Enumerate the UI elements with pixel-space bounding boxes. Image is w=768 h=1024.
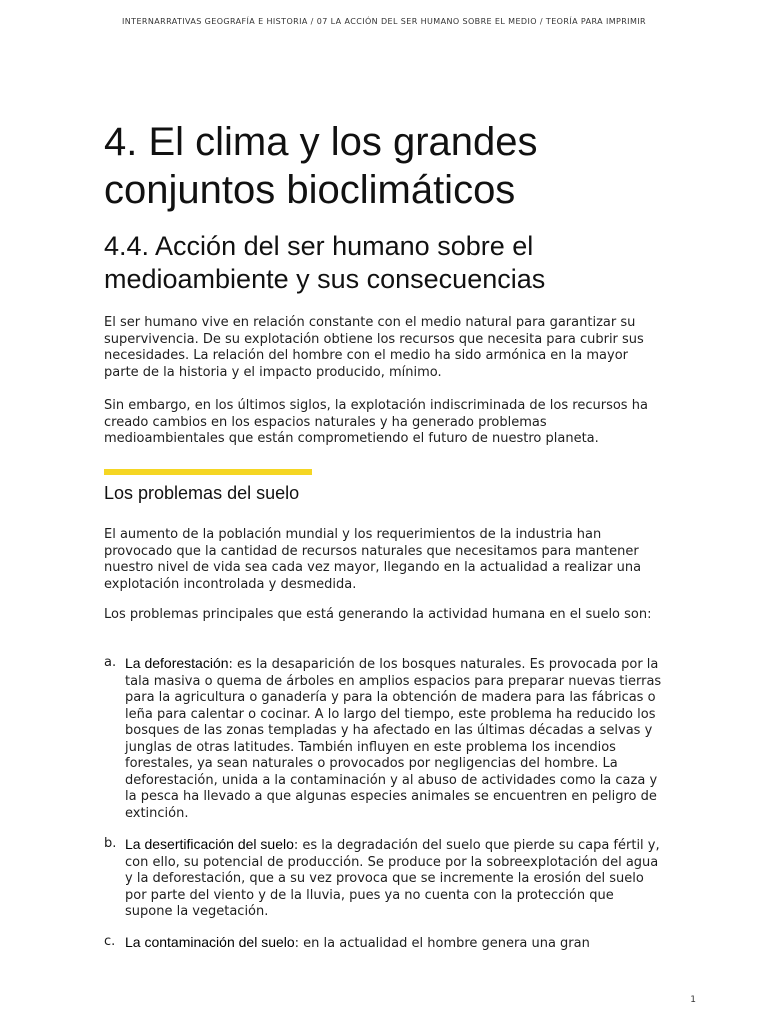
list-term: La deforestación (125, 655, 229, 671)
list-marker: c. (104, 934, 116, 949)
intro-paragraph-1: El ser humano vive en relación constante con el medio natural para garantizar su supervivencia. De su explotación obtiene los recursos que necesita para cubrir sus necesidades. La relación del hombre con el medio ha sido armónica en la mayor parte de la historia y el impacto producido, mínimo. (104, 315, 644, 380)
list-text: : es la desaparición de los bosques naturales. Es provocada por la tala masiva o quema de árboles en amplios espacios para preparar nuevas tierras para la agricultura o ganadería y para la obtención de madera para las fábricas o leña para calentar o cocinar. A lo largo del tiempo, este problema ha reducido los bosques de las zonas templadas y ha afectado en las últimas décadas a selvas y junglas de otras latitudes. También influyen en este problema los incendios forestales, ya sean naturales o provocados por negligencias del hombre. La deforestación, unida a la contaminación y al abuso de actividades como la caza y la pesca ha llevado a que algunas especies animales se encuentren en peligro de extinción. (125, 657, 662, 821)
page-subtitle: 4.4. Acción del ser humano sobre el medioambiente y sus consecuencias (104, 231, 546, 294)
section-accent-bar (104, 469, 312, 475)
intro-paragraph-2: Sin embargo, en los últimos siglos, la explotación indiscriminada de los recursos ha creado cambios en los espacios naturales y ha generado problemas medioambientales que están comprometiendo el futuro de nuestro planeta. (104, 398, 648, 446)
list-item (104, 836, 664, 921)
page-number: 1 (690, 995, 696, 1005)
section-paragraph-2: Los problemas principales que está generando la actividad humana en el suelo son: (104, 607, 652, 622)
page-title: 4. El clima y los grandes conjuntos bioclimáticos (104, 120, 538, 212)
list-term: La desertificación del suelo (125, 836, 294, 852)
list-text: : en la actualidad el hombre genera una gran (294, 936, 590, 951)
list-item (104, 934, 664, 953)
running-header: INTERNARRATIVAS GEOGRAFÍA E HISTORIA / 07 LA ACCIÓN DEL SER HUMANO SOBRE EL MEDIO / TEORÍA PARA IMPRIMIR (122, 17, 646, 26)
section-paragraph-1: El aumento de la población mundial y los requerimientos de la industria han provocado que la cantidad de recursos naturales que necesitamos para mantener nuestro nivel de vida sea cada vez mayor, llegando en la actualidad a realizar una explotación incontrolada y desmedida. (104, 527, 642, 592)
section-heading: Los problemas del suelo (104, 483, 300, 503)
list-term: La contaminación del suelo (125, 934, 295, 950)
list-text: : es la degradación del suelo que pierde su capa fértil y, con ello, su potencial de producción. Se produce por la sobreexplotación del agua y la deforestación, que a su vez provoca que se incremente la erosión del suelo por parte del viento y de la lluvia, pues ya no cuenta con la protección que supone la vegetación. (125, 838, 660, 919)
list-item (104, 655, 664, 822)
list-marker: a. (104, 655, 117, 670)
list-marker: b. (104, 836, 117, 851)
